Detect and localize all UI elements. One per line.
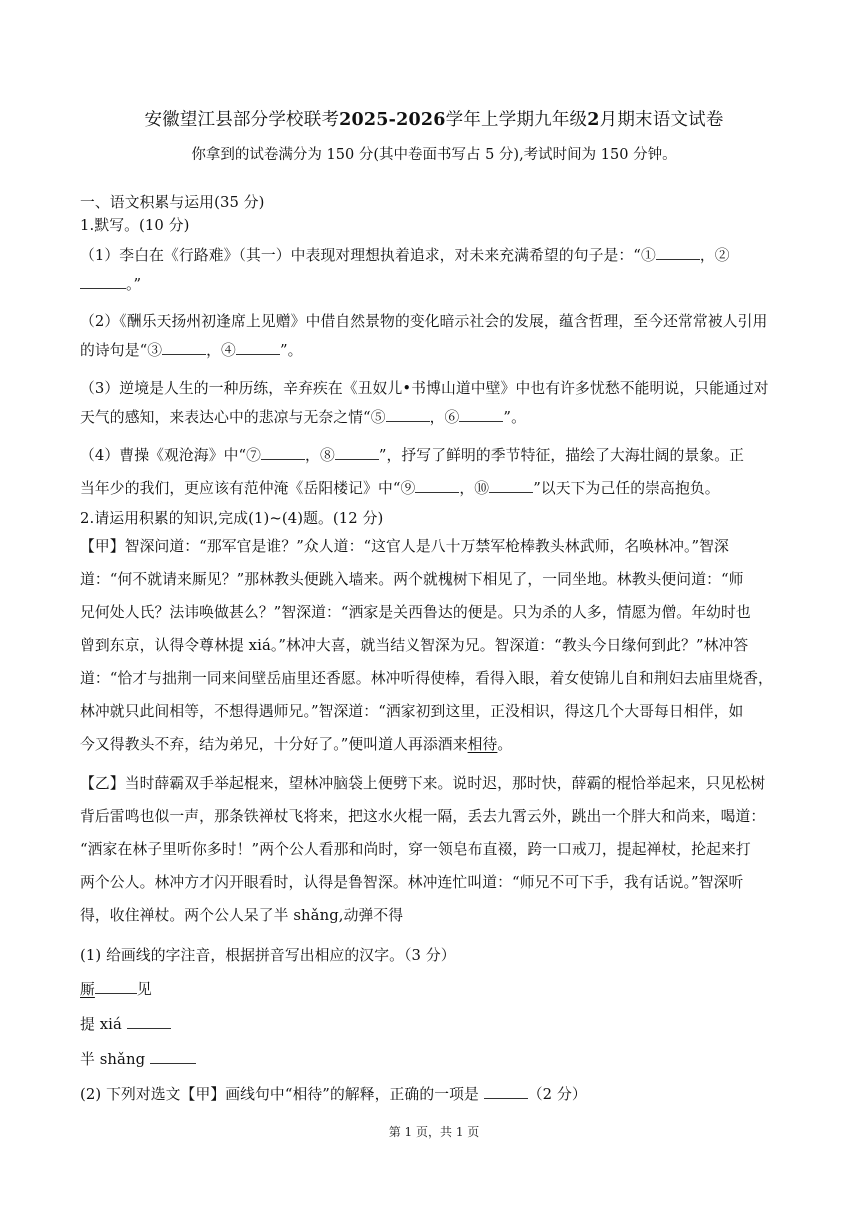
sub-question-1: (1) 给画线的字注音，根据拼音写出相应的汉字。（3 分） bbox=[80, 947, 456, 964]
title-years: 2025-2026 bbox=[339, 110, 446, 130]
title-text: 安徽望江县部分学校联考 bbox=[144, 110, 340, 130]
answer-blank[interactable] bbox=[80, 274, 126, 289]
title-text: 学年上学期九年级 bbox=[445, 110, 588, 130]
answer-blank[interactable] bbox=[127, 1014, 171, 1029]
passage-jia-line: 道：“恰才与拙荆一同来间壁岳庙里还香愿。林冲听得使棒，看得入眼，着女使锦儿自和荆妇去庙里烧香， bbox=[80, 670, 773, 687]
passage-yi-line: 得，收住禅杖。两个公人呆了半 shǎng,动弹不得 bbox=[80, 907, 404, 924]
answer-blank[interactable] bbox=[484, 1084, 528, 1099]
answer-blank[interactable] bbox=[489, 478, 533, 493]
exam-title bbox=[0, 106, 868, 131]
passage-jia-line: 林冲就只此间相等，不想得遇师兄。”智深道：“洒家初到这里，正没相识，得这几个大哥每日相伴，如 bbox=[80, 703, 744, 720]
pinyin-item-1: 厮 见 bbox=[80, 981, 152, 998]
answer-blank[interactable] bbox=[162, 340, 206, 355]
underlined-word-xiangdai: 相待 bbox=[467, 736, 498, 753]
answer-blank[interactable] bbox=[261, 445, 305, 460]
answer-blank[interactable] bbox=[415, 478, 459, 493]
q1-part4-line2: 当年少的我们，更应该有范仲淹《岳阳楼记》中“⑨ ，⑩ ”以天下为己任的崇高抱负。 bbox=[80, 480, 720, 497]
answer-blank[interactable] bbox=[656, 245, 700, 260]
passage-jia-line: 兄何处人氏？法讳唤做甚么？”智深道：“洒家是关西鲁达的便是。只为杀的人多，情愿为僧。年幼时也 bbox=[80, 604, 751, 621]
title-month: 2 bbox=[587, 110, 600, 130]
answer-blank[interactable] bbox=[236, 340, 280, 355]
passage-yi-line: 背后雷鸣也似一声，那条铁禅杖飞将来，把这水火棍一隔，丢去九霄云外，跳出一个胖大和尚来，喝道： bbox=[80, 808, 766, 825]
section-heading: 一、语文积累与运用(35 分) bbox=[80, 194, 265, 211]
exam-subtitle: 你拿到的试卷满分为 150 分(其中卷面书写占 5 分),考试时间为 150 分钟。 bbox=[191, 147, 677, 163]
answer-blank[interactable] bbox=[459, 407, 503, 422]
answer-blank[interactable] bbox=[150, 1049, 196, 1064]
sub-question-2: (2) 下列对选文【甲】画线句中“相待”的解释，正确的一项是 （2 分） bbox=[80, 1086, 587, 1103]
title-text: 月期末语文试卷 bbox=[599, 110, 724, 130]
answer-blank[interactable] bbox=[95, 979, 137, 994]
page-footer: 第 1 页，共 1 页 bbox=[388, 1125, 480, 1139]
passage-yi-line: 两个公人。林冲方才闪开眼看时，认得是鲁智深。林冲连忙叫道：“师兄不可下手，我有话说。”智深听 bbox=[80, 874, 744, 891]
pinyin-item-2: 提 xiá bbox=[80, 1013, 796, 1034]
q1-part3-line2: 天气的感知，来表达心中的悲凉与无奈之情“⑤ ，⑥ ”。 bbox=[80, 409, 526, 426]
passage-jia-line: 曾到东京，认得令尊林提 xiá。”林冲大喜，就当结义智深为兄。智深道：“教头今日缘何到此？”林冲答 bbox=[80, 637, 749, 654]
passage-yi-line: 【乙】当时薛霸双手举起棍来，望林冲脑袋上便劈下来。说时迟，那时快，薛霸的棍恰举起来，只见松树 bbox=[80, 775, 766, 792]
answer-blank[interactable] bbox=[335, 445, 379, 460]
pinyin-item-3: 半 shǎng bbox=[80, 1048, 796, 1069]
question-2-title: 2.请运用积累的知识,完成(1)~(4)题。(12 分) bbox=[80, 510, 384, 527]
passage-jia-line: 今又得教头不弃，结为弟兄，十分好了。”便叫道人再添酒来相待。 bbox=[80, 736, 513, 753]
passage-jia-line: 【甲】智深问道：“那军官是谁？”众人道：“这官人是八十万禁军枪棒教头林武师，名唤林冲。”智深 bbox=[80, 538, 729, 555]
q1-part4-line1: （4）曹操《观沧海》中“⑦ ，⑧ ”，抒写了鲜明的季节特征，描绘了大海壮阔的景象。正 bbox=[80, 447, 745, 464]
q1-part1-line1: （1）李白在《行路难》（其一）中表现对理想执着追求，对未来充满希望的句子是：“① ，② bbox=[80, 247, 730, 264]
q1-part2-line1: （2）《酬乐天扬州初逢席上见赠》中借自然景物的变化暗示社会的发展，蕴含哲理，至今还常常被人引用 bbox=[80, 313, 768, 330]
question-1-title: 1.默写。(10 分) bbox=[80, 217, 190, 234]
passage-yi-line: “洒家在林子里听你多时！”两个公人看那和尚时，穿一领皂布直裰，跨一口戒刀，提起禅杖，抡起来打 bbox=[80, 841, 751, 858]
passage-jia-line: 道：“何不就请来厮见？”那林教头便跳入墙来。两个就槐树下相见了，一同坐地。林教头便问道：“师 bbox=[80, 571, 744, 588]
q1-part3-line1: （3）逆境是人生的一种历练，辛弃疾在《丑奴儿•书博山道中壁》中也有许多忧愁不能明说，只能通过对 bbox=[80, 380, 769, 397]
answer-blank[interactable] bbox=[386, 407, 430, 422]
q1-part2-line2: 的诗句是“③ ，④ ”。 bbox=[80, 342, 303, 359]
q1-part1-line2: 。” bbox=[80, 273, 796, 294]
